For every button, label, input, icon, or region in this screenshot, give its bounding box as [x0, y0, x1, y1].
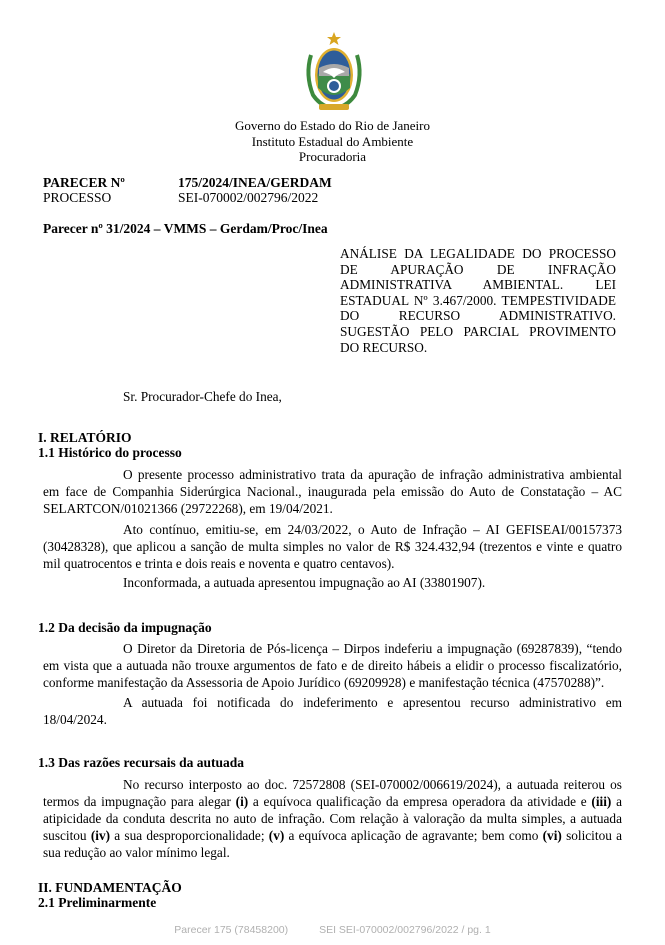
ementa-line: DE APURAÇÃO DE INFRAÇÃO	[340, 261, 616, 277]
text-run: solicitou a	[561, 828, 623, 843]
subsection-heading-historico: 1.1 Histórico do processo	[38, 445, 182, 460]
ementa-line: ADMINISTRATIVA AMBIENTAL. LEI	[340, 277, 616, 293]
text-run: a equívoca aplicação de agravante; bem como	[284, 828, 543, 843]
item-marker: (v)	[268, 828, 285, 843]
text-line: conforme manifestação da Assessoria de Apoio Jurídico (69209928) e manifestação técnica (47570288)”.	[43, 675, 605, 690]
org-line-department: Procuradoria	[298, 149, 367, 164]
page-footer	[0, 924, 665, 936]
paragraph-decisao-1	[43, 640, 622, 691]
item-marker: (iv)	[90, 828, 111, 843]
text-line: atipicidade da conduta descrita no auto de infração. Com relação à valoração da multa simples, a autuada	[43, 811, 622, 826]
org-line-institute: Instituto Estadual do Ambiente	[251, 133, 414, 149]
paragraph-historico-1	[43, 466, 622, 517]
section-heading-relatorio: I. RELATÓRIO	[38, 430, 132, 445]
processo-number: SEI-070002/002796/2022	[178, 190, 319, 205]
parecer-number: 175/2024/INEA/GERDAM	[178, 175, 332, 190]
item-marker: (i)	[235, 794, 249, 809]
text-line: No recurso interposto ao doc. 72572808 (SEI-070002/006619/2024), a autuada reiterou os	[123, 777, 622, 792]
coat-of-arms-icon	[301, 30, 367, 116]
text-run: a sua desproporcionalidade;	[110, 828, 269, 843]
subsection-heading-decisao: 1.2 Da decisão da impugnação	[38, 620, 212, 635]
text-line: sua redução ao valor mínimo legal.	[43, 845, 230, 860]
processo-label: PROCESSO	[43, 190, 112, 205]
text-line	[43, 793, 622, 810]
ementa-line: DO RECURSO.	[340, 339, 428, 355]
text-line: A autuada foi notificada do indeferimento e apresentou recurso administrativo em	[123, 695, 622, 710]
text-line: SELARTCON/01021366 (29722268), em 19/04/2021.	[43, 501, 333, 516]
paragraph-historico-2	[43, 521, 622, 572]
ementa-line: SUGESTÃO PELO PARCIAL PROVIMENTO	[340, 323, 616, 339]
paragraph-razoes	[43, 776, 622, 861]
paragraph-decisao-2	[43, 694, 622, 728]
ementa-line: ESTADUAL Nº 3.467/2000. TEMPESTIVIDADE	[340, 292, 616, 308]
section-heading-fundamentacao: II. FUNDAMENTAÇÃO	[38, 880, 182, 895]
item-marker: (iii)	[591, 794, 612, 809]
item-marker: (vi)	[542, 828, 562, 843]
text-line	[43, 827, 622, 844]
footer-document-id: Parecer 175 (78458200)	[174, 924, 289, 936]
parecer-label: PARECER Nº	[43, 175, 125, 190]
organization-header	[200, 118, 465, 165]
paragraph-historico-3	[43, 574, 622, 591]
text-run: a equívoca qualificação da empresa operadora da atividade e	[248, 794, 592, 809]
text-line: Inconformada, a autuada apresentou impugnação ao AI (33801907).	[123, 575, 486, 590]
text-line: O Diretor da Diretoria de Pós-licença – Dirpos indeferiu a impugnação (69287839), “tendo	[123, 641, 622, 656]
parecer-reference: Parecer nº 31/2024 – VMMS – Gerdam/Proc/Inea	[43, 221, 328, 236]
text-run: suscitou	[43, 828, 91, 843]
ementa	[340, 246, 616, 355]
text-run: a	[611, 794, 622, 809]
text-line: mil quatrocentos e trinta e dois reais e noventa e quatro centavos).	[43, 556, 395, 571]
ementa-line: ANÁLISE DA LEGALIDADE DO PROCESSO	[340, 246, 616, 261]
text-line: O presente processo administrativo trata da apuração de infração administrativa ambiental	[123, 467, 622, 482]
text-run: termos da impugnação para alegar	[43, 794, 236, 809]
subsection-heading-razoes: 1.3 Das razões recursais da autuada	[38, 755, 245, 770]
text-line: 18/04/2024.	[43, 712, 107, 727]
ementa-line: DO RECURSO ADMINISTRATIVO.	[340, 308, 616, 324]
text-line: em face de Companhia Siderúrgica Nacional., inaugurada pela emissão do Auto de Constatação – AC	[43, 484, 622, 499]
org-line-government: Governo do Estado do Rio de Janeiro	[235, 118, 430, 133]
subsection-heading-preliminarmente: 2.1 Preliminarmente	[38, 895, 157, 910]
text-line: Ato contínuo, emitiu-se, em 24/03/2022, o Auto de Infração – AI GEFISEAI/00157373	[123, 522, 622, 537]
text-line: (30428328), que aplicou a sanção de multa simples no valor de R$ 324.432,94 (trezentos e vinte e quatro	[43, 539, 622, 554]
text-line: em vista que a autuada não trouxe argumentos de fato e de direito hábeis a elidir o processo fiscalizatório,	[43, 658, 622, 673]
footer-process-page: SEI SEI-070002/002796/2022 / pg. 1	[319, 924, 491, 936]
salutation: Sr. Procurador-Chefe do Inea,	[123, 389, 282, 404]
